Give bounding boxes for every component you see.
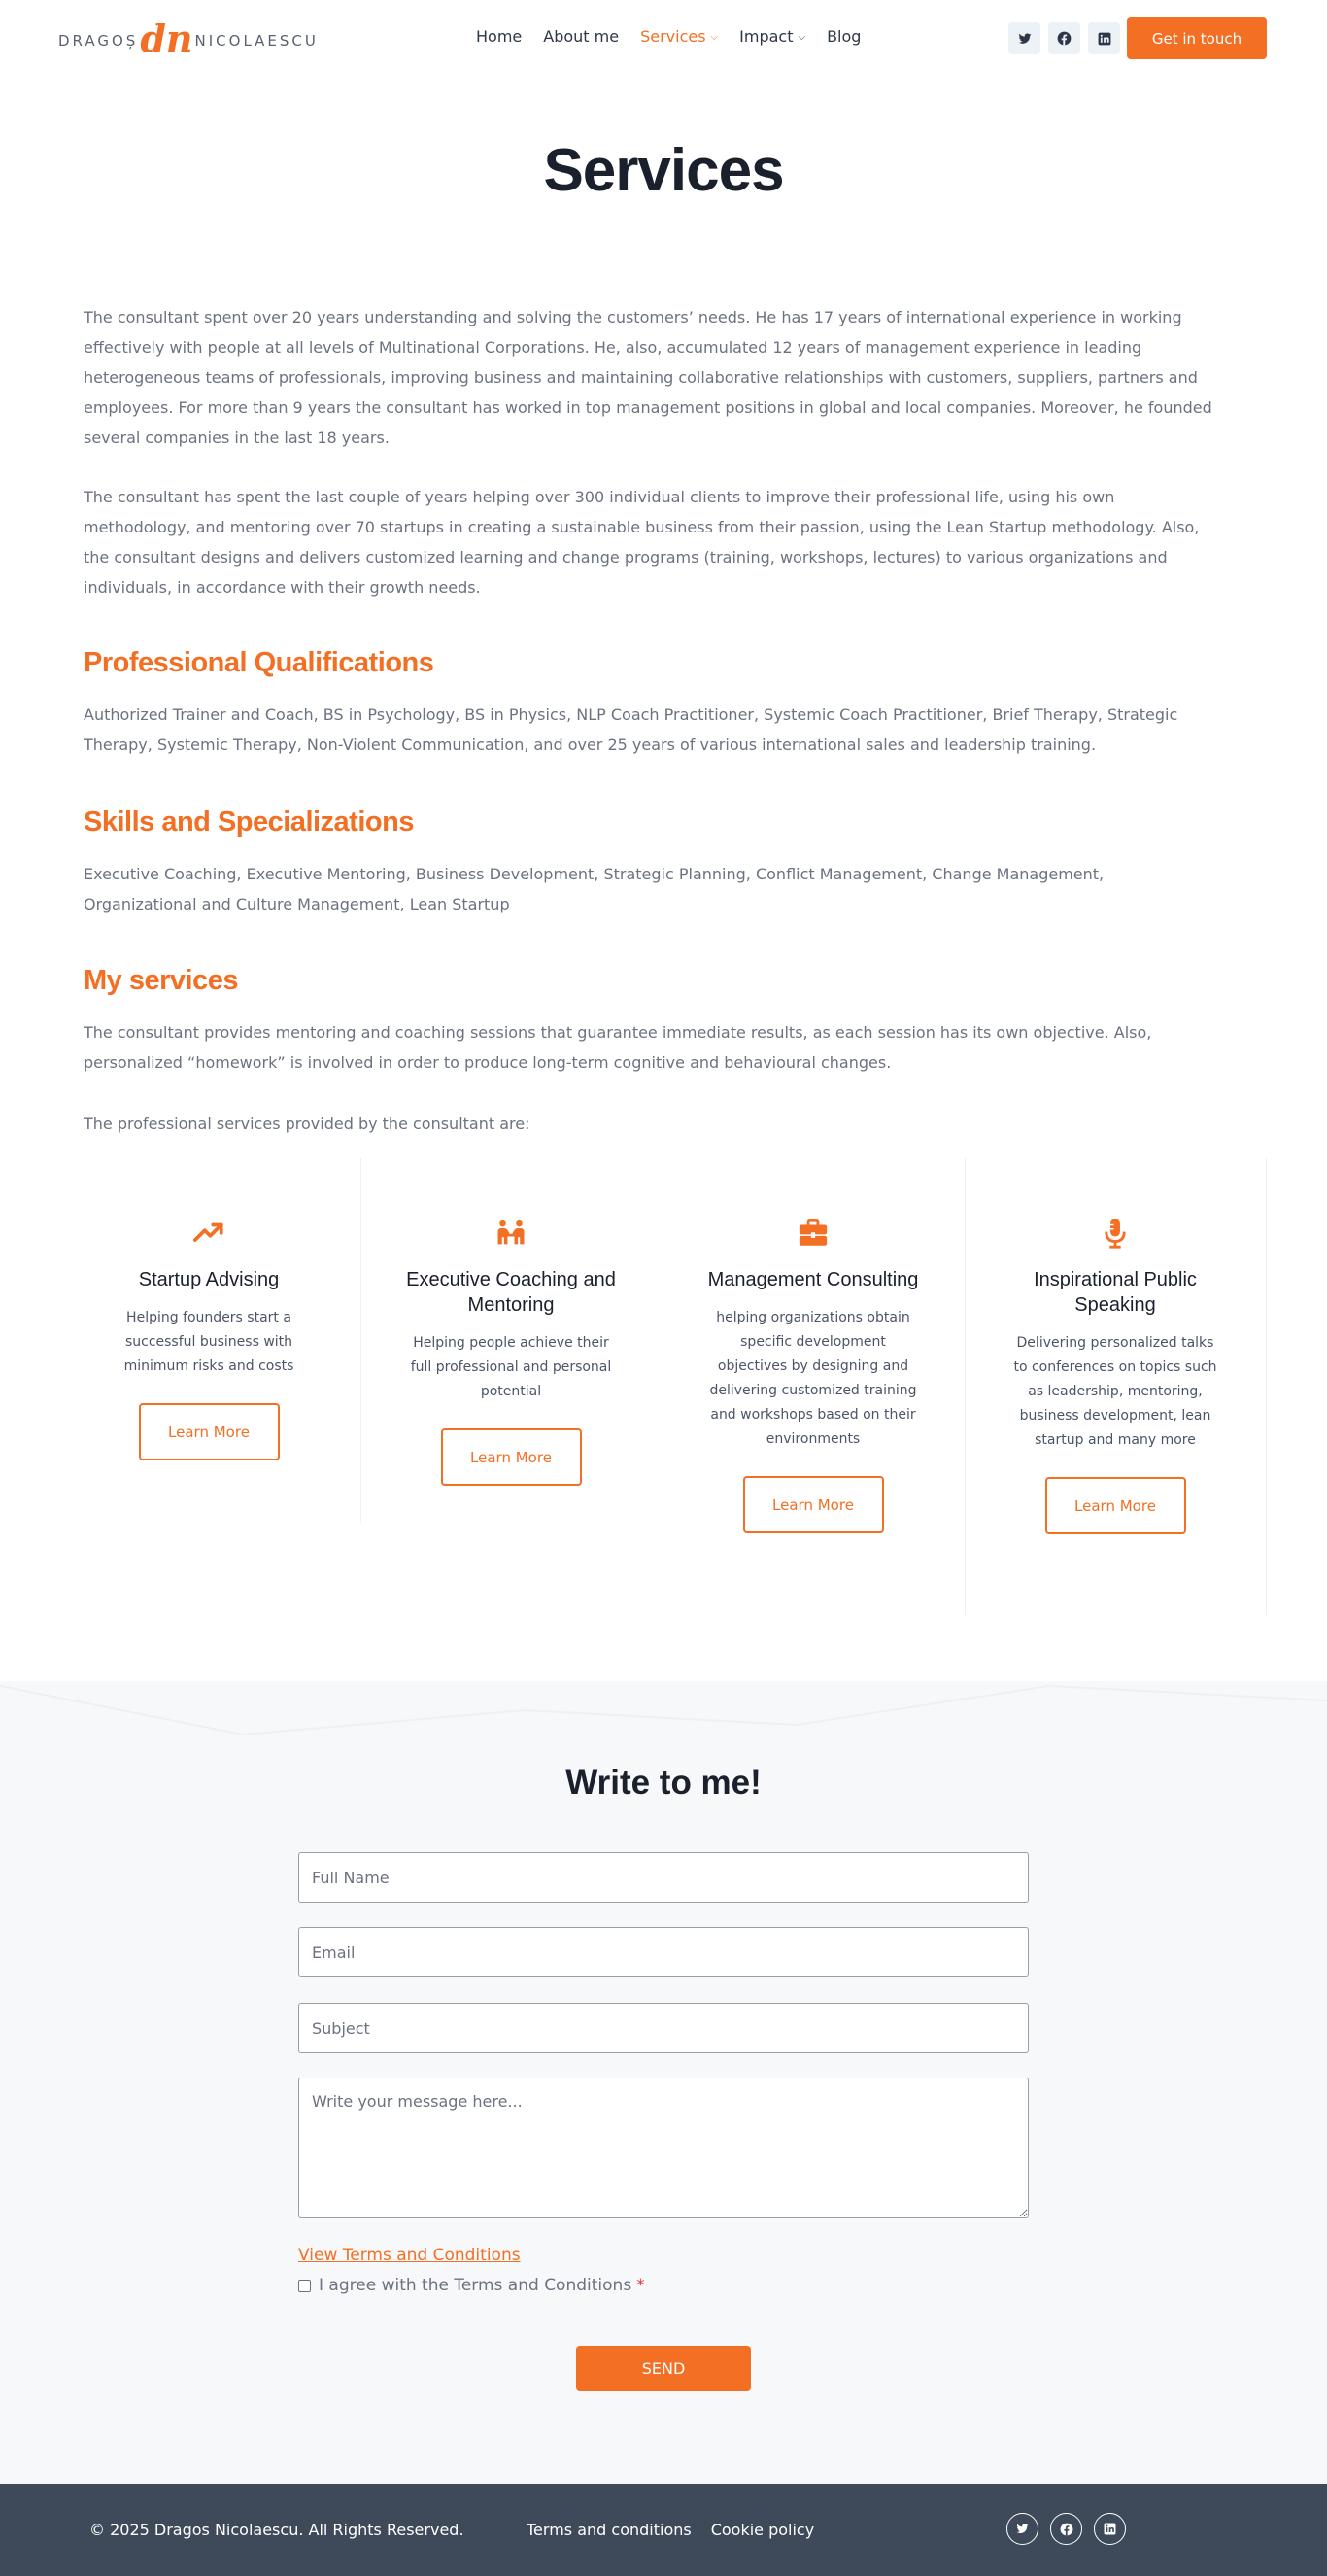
linkedin-icon[interactable]: [1094, 2513, 1126, 2545]
logo-text-first: DRAGOȘ: [58, 32, 139, 50]
people-icon: [494, 1217, 527, 1250]
card-title: Management Consulting: [707, 1269, 919, 1290]
site-header: [0, 0, 1327, 78]
site-footer: [0, 2484, 1327, 2576]
nav-item-blog[interactable]: [827, 27, 861, 46]
intro-paragraph-2: The consultant has spent the last couple of years helping over 300 individual clients to improve their professional life, using his own methodology, and mentoring over 70 startups in creating a sustainable business from their passion, using the Lean Startup methodology. Also, the consultant designs and delivers customized learning and change programs (training, workshops, lectures) to various organizations and individuals, in accordance with their growth needs.: [84, 488, 1200, 597]
card-description: Delivering personalized talks to conferences on topics such as leadership, mentoring, business development, lean startup and many more: [1013, 1335, 1217, 1448]
full-name-input[interactable]: [298, 1852, 1029, 1903]
learn-more-button[interactable]: Learn More: [1045, 1477, 1186, 1534]
card-divider: [1266, 1158, 1267, 1615]
qualifications-text: Authorized Trainer and Coach, BS in Psychology, BS in Physics, NLP Coach Practitioner, Systemic Coach Practitioner, Brief Therapy, Strategic Therapy, Systemic Therapy, Non-Violent Communication, and over 25 years of various international sales and leadership training.: [84, 705, 1178, 754]
learn-more-button[interactable]: Learn More: [441, 1428, 582, 1486]
main-nav: [476, 27, 882, 46]
skills-heading: Skills and Specializations: [84, 807, 414, 838]
nav-item-home[interactable]: [476, 27, 522, 46]
qualifications-heading: Professional Qualifications: [84, 647, 434, 678]
services-text: The consultant provides mentoring and coaching sessions that guarantee immediate results, as each session has its own objective. Also, personalized “homework” is involved in order to produce long-term cognitive and behavioural changes.: [84, 1023, 1152, 1072]
subject-input[interactable]: [298, 2003, 1029, 2053]
footer-links: [527, 2521, 814, 2539]
nav-label: Services: [640, 27, 706, 46]
nav-item-impact[interactable]: [739, 27, 805, 46]
services-heading: My services: [84, 965, 238, 996]
logo-monogram: dn: [140, 17, 193, 60]
facebook-icon[interactable]: [1048, 22, 1080, 54]
twitter-icon[interactable]: [1006, 2513, 1038, 2545]
intro-paragraph-1: The consultant spent over 20 years understanding and solving the customers’ needs. He has 17 years of international experience in working effectively with people at all levels of Multinational Corporations. He, also, accumulated 12 years of management experience in leading heterogeneous teams of professionals, improving business and maintaining collaborative relationships with customers, suppliers, partners and employees. For more than 9 years the consultant has worked in top management positions in global and local companies. Moreover, he founded several companies in the last 18 years.: [84, 308, 1212, 447]
nav-label: About me: [543, 27, 620, 46]
section-wave-divider: [0, 1671, 1327, 1739]
service-card-consulting: [663, 1158, 964, 1533]
services-grid: [58, 1158, 1267, 1615]
skills-text: Executive Coaching, Executive Mentoring, Business Development, Strategic Planning, Conflict Management, Change Management, Organizational and Culture Management, Lean Startup: [84, 865, 1105, 913]
nav-label: Home: [476, 27, 523, 46]
card-title: Executive Coaching and Mentoring: [406, 1269, 616, 1316]
service-card-speaking: [965, 1158, 1266, 1534]
nav-item-about[interactable]: [543, 27, 619, 46]
card-description: Helping founders start a successful business with minimum risks and costs: [123, 1310, 294, 1374]
get-in-touch-button[interactable]: Get in touch: [1127, 17, 1267, 59]
view-terms-link[interactable]: View Terms and Conditions: [298, 2246, 521, 2265]
nav-label: Impact: [739, 27, 794, 46]
site-logo[interactable]: [58, 17, 319, 60]
agree-terms-checkbox[interactable]: [298, 2280, 311, 2292]
agree-terms-label: I agree with the Terms and Conditions: [319, 2276, 632, 2295]
chevron-down-icon: ⌵: [798, 32, 806, 43]
briefcase-icon: [797, 1217, 830, 1250]
logo-text-last: NICOLAESCU: [194, 32, 319, 50]
facebook-icon[interactable]: [1050, 2513, 1082, 2545]
service-card-startup: [58, 1158, 359, 1460]
copyright-text: © 2025 Dragos Nicolaescu. All Rights Reserved.: [89, 2521, 464, 2539]
footer-link-terms[interactable]: Terms and conditions: [527, 2521, 692, 2539]
contact-title: Write to me!: [565, 1764, 762, 1802]
email-input[interactable]: [298, 1927, 1029, 1977]
page-title: Services: [543, 137, 784, 204]
nav-label: Blog: [827, 27, 862, 46]
linkedin-icon[interactable]: [1088, 22, 1120, 54]
footer-socials: [1006, 2513, 1126, 2545]
learn-more-button[interactable]: Learn More: [139, 1403, 280, 1460]
service-card-coaching: [360, 1158, 662, 1486]
nav-item-services[interactable]: [640, 27, 718, 46]
required-marker: *: [636, 2276, 645, 2295]
card-description: Helping people achieve their full professional and personal potential: [410, 1335, 612, 1399]
header-socials: [1008, 22, 1120, 54]
message-textarea[interactable]: [298, 2078, 1029, 2218]
microphone-icon: [1099, 1217, 1132, 1250]
services-intro: The professional services provided by the consultant are:: [84, 1115, 530, 1133]
trending-up-icon: [192, 1217, 225, 1250]
card-title: Startup Advising: [138, 1269, 280, 1290]
card-description: helping organizations obtain specific development objectives by designing and delivering customized training and workshops based on their environments: [709, 1310, 917, 1447]
footer-link-cookies[interactable]: Cookie policy: [710, 2521, 815, 2539]
card-title: Inspirational Public Speaking: [1034, 1269, 1197, 1316]
chevron-down-icon: ⌵: [710, 32, 719, 43]
send-button[interactable]: SEND: [576, 2346, 751, 2391]
agree-terms-row: [298, 2276, 645, 2295]
learn-more-button[interactable]: Learn More: [743, 1476, 884, 1533]
twitter-icon[interactable]: [1008, 22, 1040, 54]
